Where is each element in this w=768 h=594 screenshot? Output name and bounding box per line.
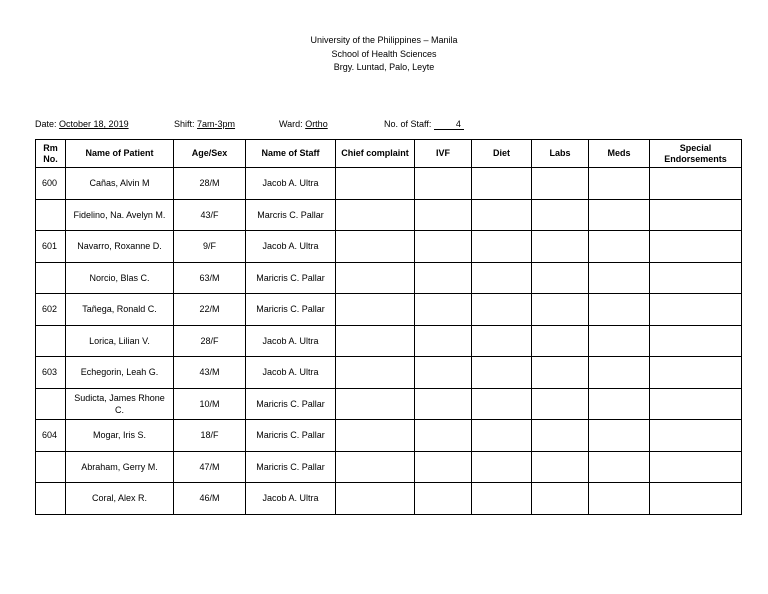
table-row (36, 262, 742, 294)
rm-cell (36, 325, 66, 357)
date-value: October 18, 2019 (59, 119, 129, 129)
labs-cell (532, 262, 589, 294)
labs-cell (532, 483, 589, 515)
staff-name-cell: Maricris C. Pallar (246, 262, 336, 294)
age-sex-cell: 28/F (174, 325, 246, 357)
age-sex-cell: 18/F (174, 420, 246, 452)
col-header-meds: Meds (589, 140, 650, 168)
patient-name-cell: Sudicta, James Rhone C. (66, 388, 174, 420)
rm-cell: 603 (36, 357, 66, 389)
table-row (36, 199, 742, 231)
staff-name-cell: Maricris C. Pallar (246, 420, 336, 452)
ivf-cell (415, 199, 472, 231)
meds-cell (589, 231, 650, 263)
staff-count-field (384, 119, 464, 130)
chief-complaint-cell (336, 388, 415, 420)
col-header-labs: Labs (532, 140, 589, 168)
chief-complaint-cell (336, 168, 415, 200)
staff-name-cell: Maricris C. Pallar (246, 451, 336, 483)
age-sex-cell: 43/F (174, 199, 246, 231)
patient-name-cell: Abraham, Gerry M. (66, 451, 174, 483)
staff-name-cell: Jacob A. Ultra (246, 168, 336, 200)
age-sex-cell: 22/M (174, 294, 246, 326)
meds-cell (589, 483, 650, 515)
ivf-cell (415, 420, 472, 452)
special-endorsements-cell (650, 168, 742, 200)
diet-cell (472, 483, 532, 515)
patient-name-cell: Coral, Alex R. (66, 483, 174, 515)
patient-table (35, 139, 742, 515)
ward-field (279, 119, 328, 129)
meds-cell (589, 294, 650, 326)
table-row (36, 420, 742, 452)
special-endorsements-cell (650, 451, 742, 483)
table-row (36, 231, 742, 263)
table-row (36, 168, 742, 200)
meds-cell (589, 325, 650, 357)
shift-info-line (35, 119, 741, 131)
meds-cell (589, 357, 650, 389)
age-sex-cell: 46/M (174, 483, 246, 515)
rm-cell: 602 (36, 294, 66, 326)
patient-name-cell: Navarro, Roxanne D. (66, 231, 174, 263)
labs-cell (532, 451, 589, 483)
school-name: School of Health Sciences (331, 48, 437, 59)
diet-cell (472, 168, 532, 200)
staff-count-value: 4 (434, 120, 464, 130)
chief-complaint-cell (336, 262, 415, 294)
chief-complaint-cell (336, 294, 415, 326)
table-row (36, 483, 742, 515)
diet-cell (472, 231, 532, 263)
patient-name-cell: Lorica, Lilian V. (66, 325, 174, 357)
special-endorsements-cell (650, 199, 742, 231)
ivf-cell (415, 262, 472, 294)
date-label: Date: (35, 119, 57, 129)
age-sex-cell: 10/M (174, 388, 246, 420)
shift-label: Shift: (174, 119, 195, 129)
meds-cell (589, 388, 650, 420)
rm-cell: 604 (36, 420, 66, 452)
ivf-cell (415, 231, 472, 263)
ivf-cell (415, 357, 472, 389)
diet-cell (472, 262, 532, 294)
staff-name-cell: Maricris C. Pallar (246, 388, 336, 420)
staff-name-cell: Jacob A. Ultra (246, 231, 336, 263)
meds-cell (589, 420, 650, 452)
document-header (0, 34, 768, 75)
staff-name-cell: Jacob A. Ultra (246, 483, 336, 515)
diet-cell (472, 388, 532, 420)
shift-value: 7am-3pm (197, 119, 236, 129)
col-header-agesex: Age/Sex (174, 140, 246, 168)
table-row (36, 388, 742, 420)
labs-cell (532, 357, 589, 389)
staff-name-cell: Jacob A. Ultra (246, 325, 336, 357)
table-row (36, 294, 742, 326)
staff-count-label: No. of Staff: (384, 119, 432, 129)
diet-cell (472, 420, 532, 452)
patient-name-cell: Mogar, Iris S. (66, 420, 174, 452)
labs-cell (532, 231, 589, 263)
age-sex-cell: 43/M (174, 357, 246, 389)
staff-name-cell: Marcris C. Pallar (246, 199, 336, 231)
rm-cell: 601 (36, 231, 66, 263)
special-endorsements-cell (650, 483, 742, 515)
chief-complaint-cell (336, 483, 415, 515)
ivf-cell (415, 451, 472, 483)
chief-complaint-cell (336, 325, 415, 357)
chief-complaint-cell (336, 420, 415, 452)
patient-name-cell: Fidelino, Na. Avelyn M. (66, 199, 174, 231)
labs-cell (532, 325, 589, 357)
age-sex-cell: 47/M (174, 451, 246, 483)
shift-field (174, 119, 235, 129)
rm-cell (36, 451, 66, 483)
rm-cell (36, 483, 66, 515)
col-header-diet: Diet (472, 140, 532, 168)
university-name: University of the Philippines – Manila (310, 35, 458, 45)
patient-name-cell: Cañas, Alvin M (66, 168, 174, 200)
diet-cell (472, 199, 532, 231)
labs-cell (532, 168, 589, 200)
meds-cell (589, 199, 650, 231)
chief-complaint-cell (336, 231, 415, 263)
col-header-rm: Rm No. (36, 140, 66, 168)
age-sex-cell: 9/F (174, 231, 246, 263)
table-row (36, 451, 742, 483)
special-endorsements-cell (650, 388, 742, 420)
patient-name-cell: Echegorin, Leah G. (66, 357, 174, 389)
col-header-staff: Name of Staff (246, 140, 336, 168)
labs-cell (532, 420, 589, 452)
ivf-cell (415, 483, 472, 515)
ivf-cell (415, 388, 472, 420)
staff-name-cell: Maricris C. Pallar (246, 294, 336, 326)
rm-cell (36, 388, 66, 420)
diet-cell (472, 294, 532, 326)
col-header-endorse: Special Endorsements (650, 140, 742, 168)
chief-complaint-cell (336, 357, 415, 389)
diet-cell (472, 357, 532, 389)
patient-name-cell: Tañega, Ronald C. (66, 294, 174, 326)
ward-value: Ortho (305, 119, 328, 129)
meds-cell (589, 451, 650, 483)
ivf-cell (415, 294, 472, 326)
ivf-cell (415, 325, 472, 357)
special-endorsements-cell (650, 420, 742, 452)
ivf-cell (415, 168, 472, 200)
diet-cell (472, 325, 532, 357)
special-endorsements-cell (650, 325, 742, 357)
special-endorsements-cell (650, 357, 742, 389)
col-header-patient: Name of Patient (66, 140, 174, 168)
table-header-row (36, 140, 742, 168)
table-row (36, 325, 742, 357)
labs-cell (532, 199, 589, 231)
labs-cell (532, 294, 589, 326)
meds-cell (589, 262, 650, 294)
special-endorsements-cell (650, 231, 742, 263)
col-header-ivf: IVF (415, 140, 472, 168)
age-sex-cell: 63/M (174, 262, 246, 294)
rm-cell (36, 199, 66, 231)
date-field (35, 119, 129, 129)
meds-cell (589, 168, 650, 200)
chief-complaint-cell (336, 199, 415, 231)
ward-label: Ward: (279, 119, 303, 129)
rm-cell: 600 (36, 168, 66, 200)
school-address: Brgy. Luntad, Palo, Leyte (333, 62, 435, 72)
labs-cell (532, 388, 589, 420)
rm-cell (36, 262, 66, 294)
table-row (36, 357, 742, 389)
col-header-complaint: Chief complaint (336, 140, 415, 168)
age-sex-cell: 28/M (174, 168, 246, 200)
special-endorsements-cell (650, 262, 742, 294)
chief-complaint-cell (336, 451, 415, 483)
diet-cell (472, 451, 532, 483)
staff-name-cell: Jacob A. Ultra (246, 357, 336, 389)
table-body (36, 168, 742, 515)
special-endorsements-cell (650, 294, 742, 326)
patient-name-cell: Norcio, Blas C. (66, 262, 174, 294)
